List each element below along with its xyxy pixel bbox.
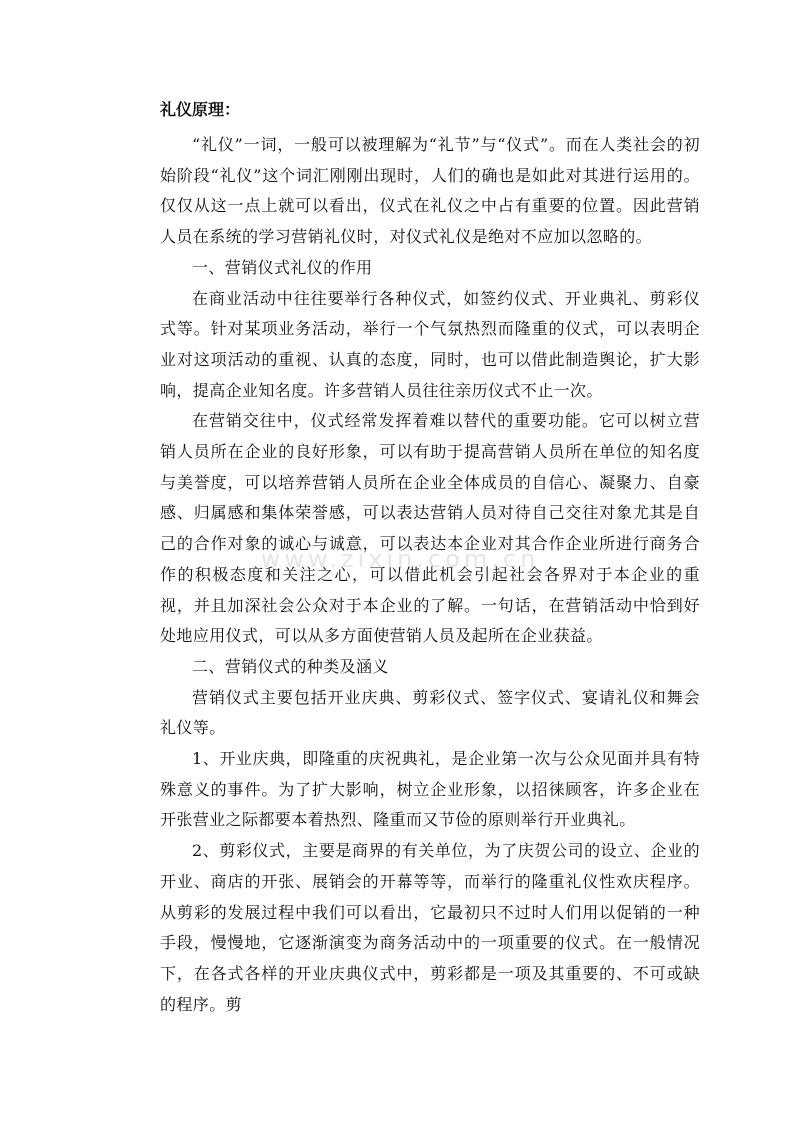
paragraph-role-1: 在商业活动中往往要举行各种仪式，如签约仪式、开业典礼、剪彩仪式等。针对某项业务活动，举行一个气氛热烈而隆重的仪式，可以表明企业对这项活动的重视、认真的态度，同时，也可以借此制造舆论，扩大影响，提高企业知名度。许多营销人员往往亲历仪式不止一次。 — [160, 288, 700, 400]
paragraph-role-2: 在营销交往中，仪式经常发挥着难以替代的重要功能。它可以树立营销人员所在企业的良好形象，可以有助于提高营销人员所在单位的知名度与美誉度，可以培养营销人员所在企业全体成员的自信心、凝聚力、自豪感、归属感和集体荣誉感，可以表达营销人员对待自己交往对象尤其是自己的合作对象的诚心与诚意，可以表达本企业对其合作企业所进行商务合作的积极态度和关注之心，可以借此机会引起社会各界对于本企业的重视，并且加深社会公众对于本企业的了解。一句话，在营销活动中恰到好处地应用仪式，可以从多方面使营销人员及起所在企业获益。 — [160, 411, 700, 646]
paragraph-ribbon-cutting: 2、剪彩仪式，主要是商界的有关单位，为了庆贺公司的设立、企业的开业、商店的开张、展销会的开幕等等，而举行的隆重礼仪性欢庆程序。从剪彩的发展过程中我们可以看出，它最初只不过时人们用以促销的一种手段，慢慢地，它逐渐演变为商务活动中的一项重要的仪式。在一般情况下，在各式各样的开业庆典仪式中，剪彩都是一项及其重要的、不可或缺的程序。剪 — [160, 841, 700, 1014]
section-heading-1: 一、营销仪式礼仪的作用 — [192, 257, 373, 277]
document-page — [160, 100, 700, 1020]
paragraph-opening-ceremony: 1、开业庆典，即隆重的庆祝典礼，是企业第一次与公众见面并具有特殊意义的事件。为了扩大影响，树立企业形象，以招徕顾客，许多企业在开张营业之际都要本着热烈、隆重而又节俭的原则举行开业典礼。 — [160, 749, 700, 830]
watermark: www.zixin.com.cn — [260, 545, 540, 573]
section-heading-2: 二、营销仪式的种类及涵义 — [192, 656, 389, 676]
paragraph-types-intro: 营销仪式主要包括开业庆典、剪彩仪式、签字仪式、宴请礼仪和舞会礼仪等。 — [160, 687, 700, 738]
paragraph-intro: “礼仪”一词，一般可以被理解为“礼节”与“仪式”。而在人类社会的初始阶段“礼仪”这个词汇刚刚出现时，人们的确也是如此对其进行运用的。仅仅从这一点上就可以看出，仪式在礼仪之中占有重要的位置。因此营销人员在系统的学习营销礼仪时，对仪式礼仪是绝对不应加以忽略的。 — [160, 135, 700, 247]
document-title: 礼仪原理： — [160, 100, 241, 119]
